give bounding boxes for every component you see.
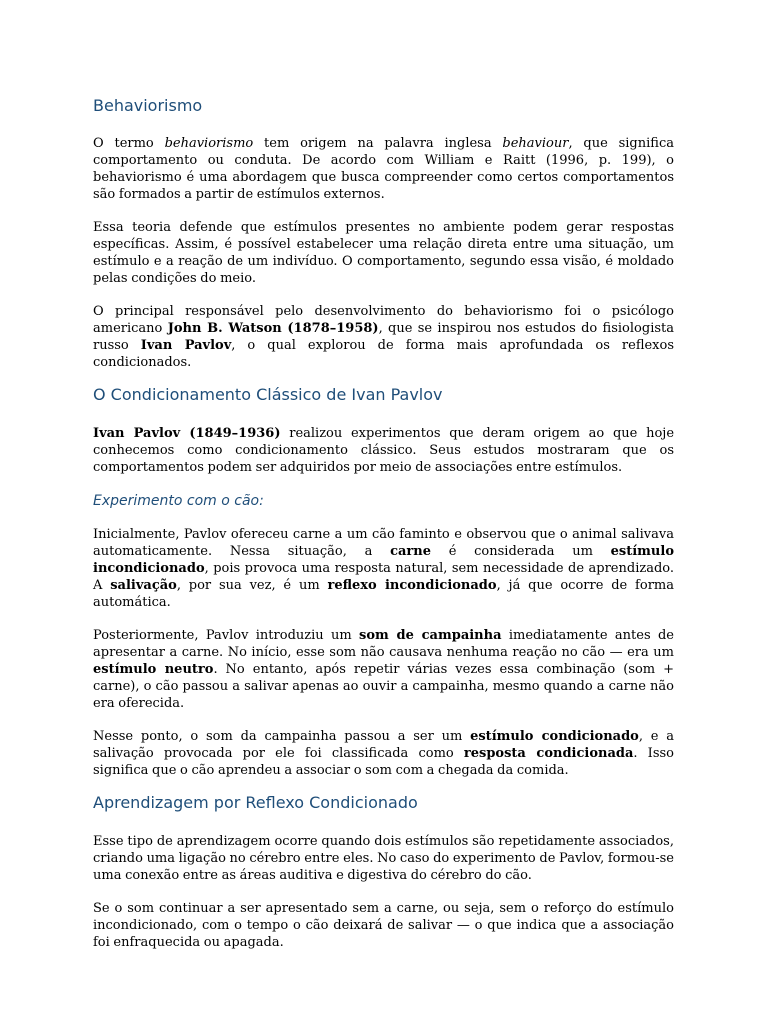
paragraph-condicionamento-2 [93, 526, 674, 611]
bold-term: som de campainha [359, 628, 502, 643]
paragraph-behaviorismo-1 [93, 135, 674, 203]
italic-term: behaviour [502, 136, 569, 151]
text-run: imediatamente antes de apresentar a carne. No início, esse som não causava nenhuma reação no cão — era um [93, 628, 674, 660]
paragraph-condicionamento-1 [93, 425, 674, 476]
text-run: . Isso significa que o cão aprendeu a associar o som com a chegada da comida. [93, 746, 674, 778]
text-run: , e a salivação provocada por ele foi classificada como [93, 729, 675, 761]
heading-condicionamento-classico: O Condicionamento Clássico de Ivan Pavlov [93, 385, 443, 404]
subheading-experimento: Experimento com o cão: [93, 493, 264, 509]
text-run: . No entanto, após repetir várias vezes essa combinação (som + carne), o cão passou a salivar apenas ao ouvir a campainha, mesmo quando a carne não era oferecida. [93, 662, 674, 711]
bold-term: carne [390, 544, 431, 559]
text-run: Nesse ponto, o som da campainha passou a ser um [93, 729, 471, 744]
text-run: , por sua vez, é um [176, 578, 328, 593]
text-run: Posteriormente, Pavlov introduziu um [93, 628, 360, 643]
paragraph-condicionamento-3 [93, 627, 674, 712]
text-run: Inicialmente, Pavlov ofereceu carne a um cão faminto e observou que o animal salivava automaticamente. Nessa situação, a [93, 527, 674, 559]
italic-term: behaviorismo [164, 136, 254, 151]
paragraph-behaviorismo-3 [93, 303, 674, 371]
text-run: , o qual explorou de forma mais aprofundada os reflexos condicionados. [93, 338, 675, 370]
text-run: realizou experimentos que deram origem ao que hoje conhecemos como condicionamento clássico. Seus estudos mostraram que os comportamentos podem ser adquiridos por meio de associações entre estímulos. [93, 426, 675, 475]
bold-term: Ivan Pavlov (1849–1936) [93, 426, 281, 441]
bold-term: salivação [110, 578, 177, 593]
bold-term: Ivan Pavlov [140, 338, 232, 353]
paragraph-aprendizagem-2: Se o som continuar a ser apresentado sem a carne, ou seja, sem o reforço do estímulo incondicionado, com o tempo o cão deixará de salivar — o que indica que a associação foi enfraquecida ou apagada. [93, 901, 674, 950]
paragraph-condicionamento-4 [93, 728, 674, 779]
bold-term: estímulo neutro [93, 662, 214, 677]
heading-aprendizagem: Aprendizagem por Reflexo Condicionado [93, 793, 418, 812]
paragraph-behaviorismo-2: Essa teoria defende que estímulos presentes no ambiente podem gerar respostas específicas. Assim, é possível estabelecer uma relação direta entre uma situação, um estímulo e a reação de um indivíduo. O comportamento, segundo essa visão, é moldado pelas condições do meio. [93, 220, 674, 286]
text-run: tem origem na palavra inglesa [253, 136, 503, 151]
heading-behaviorismo: Behaviorismo [93, 96, 203, 115]
document-page [93, 96, 674, 967]
bold-term: John B. Watson (1878–1958) [167, 321, 379, 336]
bold-term: reflexo incondicionado [327, 578, 497, 593]
text-run: O termo [93, 136, 165, 151]
text-run: , que se inspirou nos estudos do fisiologista russo [93, 321, 674, 353]
bold-term: estímulo condicionado [470, 729, 639, 744]
text-run: , pois provoca uma resposta natural, sem necessidade de aprendizado. A [93, 561, 674, 593]
text-run: é considerada um [431, 544, 611, 559]
text-run: , que significa comportamento ou conduta. De acordo com William e Raitt (1996, p. 199), o behaviorismo é uma abordagem que busca compreender como certos comportamentos são formados a partir de estímulos externos. [93, 136, 674, 202]
text-run: O principal responsável pelo desenvolvimento do behaviorismo foi o psicólogo americano [93, 304, 674, 336]
paragraph-aprendizagem-1: Esse tipo de aprendizagem ocorre quando dois estímulos são repetidamente associados, criando uma ligação no cérebro entre eles. No caso do experimento de Pavlov, formou-se uma conexão entre as áreas auditiva e digestiva do cérebro do cão. [93, 834, 674, 883]
text-run: , já que ocorre de forma automática. [93, 578, 674, 610]
bold-term: estímulo incondicionado [93, 544, 674, 576]
bold-term: resposta condicionada [463, 746, 634, 761]
